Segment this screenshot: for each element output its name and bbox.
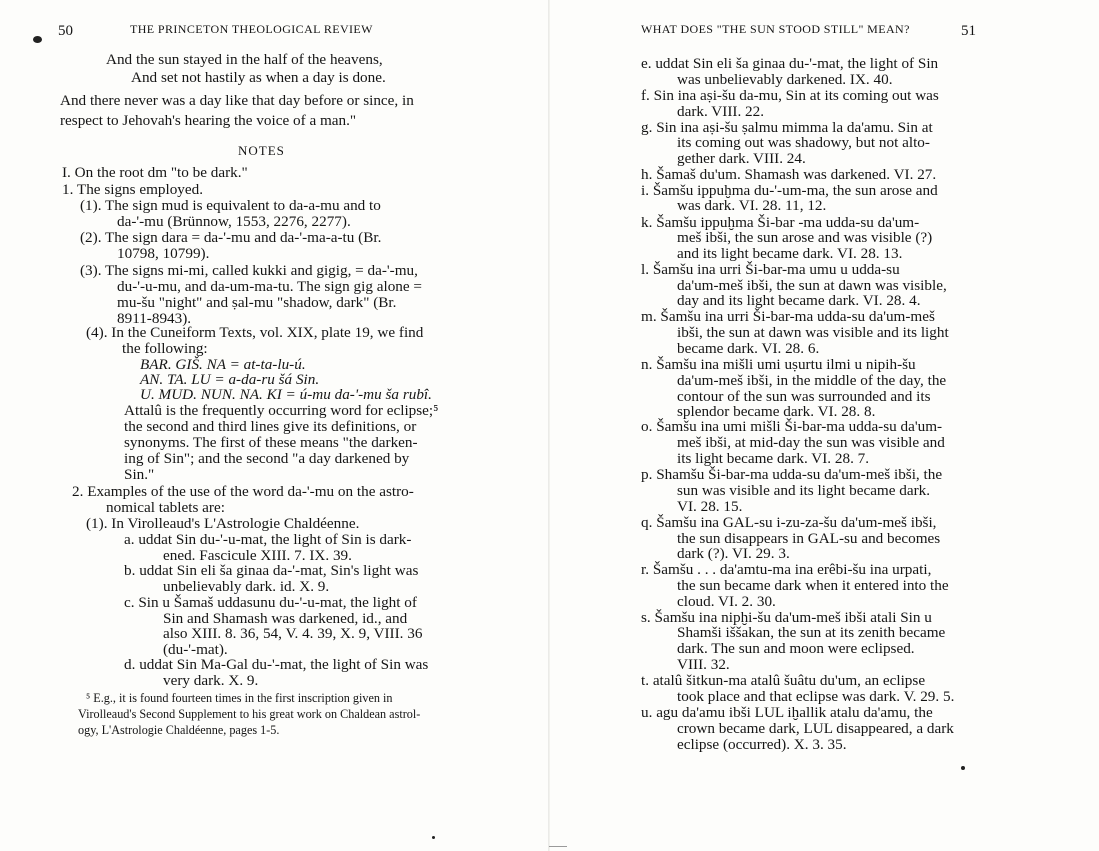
text-line: (4). In the Cuneiform Texts, vol. XIX, plate 19, we find (86, 324, 424, 341)
text-line: VIII. 32. (677, 656, 730, 673)
ink-spot (432, 836, 435, 839)
poem-line: And set not hastily as when a day is done. (131, 69, 386, 86)
text-line: Sin and Shamash was darkened, id., and (163, 610, 408, 627)
text-line: was dark. VI. 28. 11, 12. (677, 197, 827, 214)
text-line: VI. 28. 15. (677, 498, 743, 515)
text-line: crown became dark, LUL disappeared, a dark (677, 720, 954, 737)
text-line: ibši, the sun at dawn was visible and its light (677, 324, 949, 341)
text-line: 1. The signs employed. (62, 181, 204, 198)
text-line: mu-šu "night" and ṣal-mu "shadow, dark" (Br. (117, 294, 397, 311)
text-line: t. atalû šitkun-ma atalû šuâtu du'um, an eclipse (641, 672, 926, 689)
page-number-left: 50 (58, 23, 73, 39)
paragraph-line: respect to Jehovah's hearing the voice of a man." (60, 112, 357, 129)
text-line: a. uddat Sin du-'-u-mat, the light of Sin is dark- (124, 531, 412, 548)
text-line: da-'-mu (Brünnow, 1553, 2276, 2277). (117, 213, 351, 230)
running-header-left: THE PRINCETON THEOLOGICAL REVIEW (130, 22, 373, 36)
text-line: splendor became dark. VI. 28. 8. (677, 403, 876, 420)
right-page (549, 0, 1099, 851)
text-line: i. Šamšu ippuḫma du-'-um-ma, the sun arose and (641, 182, 938, 199)
text-line: the following: (122, 340, 208, 357)
text-line: (1). The sign mud is equivalent to da-a-mu and to (80, 197, 381, 214)
poem-line: And the sun stayed in the half of the heavens, (106, 51, 383, 68)
text-line: f. Sin ina aṣi-šu da-mu, Sin at its coming out was (641, 87, 939, 104)
text-line: its coming out was shadowy, but not alto- (677, 134, 930, 151)
text-line: became dark. VI. 28. 6. (677, 340, 820, 357)
text-line: BAR. GIŠ. NA = at-ta-lu-ú. (140, 356, 306, 373)
text-line: g. Sin ina aṣi-šu ṣalmu mimma la da'amu. Sin at (641, 119, 933, 136)
text-line: meš ibši, at mid-day the sun was visible and (677, 434, 945, 451)
text-line: b. uddat Sin eli ša ginaa da-'-mat, Sin's light was (124, 562, 419, 579)
text-line: o. Šamšu ina umi mišli Ši-bar-ma udda-su da'um- (641, 418, 943, 435)
text-line: Shamši iššakan, the sun at its zenith became (677, 624, 946, 641)
text-line: (du-'-mat). (163, 641, 228, 658)
text-line: took place and that eclipse was dark. V. 29. 5. (677, 688, 955, 705)
text-line: eclipse (occurred). X. 3. 35. (677, 736, 847, 753)
text-line: sun was visible and its light became dark. (677, 482, 931, 499)
text-line: ing of Sin"; and the second "a day darkened by (124, 450, 410, 467)
text-line: gether dark. VIII. 24. (677, 150, 806, 167)
left-page (0, 0, 549, 851)
text-line: its light became dark. VI. 28. 7. (677, 450, 870, 467)
text-line: u. agu da'amu ibši LUL iḫallik atalu da'amu, the (641, 704, 933, 721)
footnote-line: ⁵ E.g., it is found fourteen times in the first inscription given in (86, 691, 393, 705)
text-line: contour of the sun was surrounded and its (677, 388, 931, 405)
text-line: U. MUD. NUN. NA. KI = ú-mu da-'-mu ša rubî. (140, 386, 432, 403)
text-line: also XIII. 8. 36, 54, V. 4. 39, X. 9, VIII. 36 (163, 625, 423, 642)
text-line: dark. VIII. 22. (677, 103, 765, 120)
text-line: p. Shamšu Ši-bar-ma udda-su da'um-meš ibši, the (641, 466, 943, 483)
text-line: cloud. VI. 2. 30. (677, 593, 776, 610)
ink-spot (961, 766, 965, 770)
running-header-right: WHAT DOES "THE SUN STOOD STILL" MEAN? (641, 22, 910, 36)
text-line: da'um-meš ibši, in the middle of the day, the (677, 372, 947, 389)
text-line: and its light became dark. VI. 28. 13. (677, 245, 903, 262)
text-line: (2). The sign dara = da-'-mu and da-'-ma-a-tu (Br. (80, 229, 382, 246)
text-line: Sin." (124, 466, 155, 483)
paragraph-line: And there never was a day like that day before or since, in (60, 92, 414, 109)
text-line: 10798, 10799). (117, 245, 210, 262)
text-line: very dark. X. 9. (163, 672, 259, 689)
text-line: unbelievably dark. id. X. 9. (163, 578, 330, 595)
text-line: dark. The sun and moon were eclipsed. (677, 640, 915, 657)
text-line: nomical tablets are: (106, 499, 225, 516)
text-line: I. On the root dm "to be dark." (62, 164, 248, 181)
text-line: 2. Examples of the use of the word da-'-mu on the astro- (72, 483, 414, 500)
text-line: c. Sin u Šamaš uddasunu du-'-u-mat, the light of (124, 594, 417, 611)
text-line: k. Šamšu ippuḫma Ši-bar -ma udda-su da'um- (641, 214, 920, 231)
footnote-line: Virolleaud's Second Supplement to his great work on Chaldean astrol- (78, 707, 421, 721)
text-line: d. uddat Sin Ma-Gal du-'-mat, the light of Sin was (124, 656, 429, 673)
ink-spot (33, 36, 42, 43)
text-line: the sun became dark when it entered into the (677, 577, 949, 594)
text-line: ened. Fascicule XIII. 7. IX. 39. (163, 547, 352, 564)
text-line: day and its light became dark. VI. 28. 4. (677, 292, 921, 309)
text-line: (3). The signs mi-mi, called kukki and gigig, = da-'-mu, (80, 262, 418, 279)
scan-mark (549, 846, 567, 847)
text-line: h. Šamaš du'um. Shamash was darkened. VI. 27. (641, 166, 937, 183)
text-line: 8911-8943). (117, 310, 192, 327)
text-line: (1). In Virolleaud's L'Astrologie Chaldéenne. (86, 515, 360, 532)
text-line: meš ibši, the sun arose and was visible (?) (677, 229, 933, 246)
text-line: m. Šamšu ina urri Ši-bar-ma udda-su da'um-meš (641, 308, 935, 325)
text-line: dark (?). VI. 29. 3. (677, 545, 790, 562)
text-line: was unbelievably darkened. IX. 40. (677, 71, 893, 88)
text-line: synonyms. The first of these means "the darken- (124, 434, 418, 451)
text-line: r. Šamšu . . . da'amtu-ma ina erêbi-šu ina urpati, (641, 561, 932, 578)
footnote-line: ogy, L'Astrologie Chaldéenne, pages 1-5. (78, 723, 280, 737)
text-line: the second and third lines give its definitions, or (124, 418, 417, 435)
page-number-right: 51 (961, 23, 976, 39)
text-line: q. Šamšu ina GAL-su i-zu-za-šu da'um-meš ibši, (641, 514, 937, 531)
notes-heading: NOTES (238, 143, 285, 158)
text-line: da'um-meš ibši, the sun at dawn was visible, (677, 277, 947, 294)
text-line: du-'-u-mu, and da-um-ma-tu. The sign gig alone = (117, 278, 422, 295)
text-line: the sun disappears in GAL-su and becomes (677, 530, 941, 547)
text-line: e. uddat Sin eli ša ginaa du-'-mat, the light of Sin (641, 55, 939, 72)
text-line: Attalû is the frequently occurring word for eclipse;⁵ (124, 402, 439, 419)
text-line: n. Šamšu ina mišli umi uṣurtu ilmi u nipih-šu (641, 356, 916, 373)
text-line: s. Šamšu ina nipḫi-šu da'um-meš ibši atali Sin u (641, 609, 932, 626)
text-line: AN. TA. LU = a-da-ru šá Sin. (140, 371, 320, 388)
text-line: l. Šamšu ina urri Ši-bar-ma umu u udda-su (641, 261, 900, 278)
